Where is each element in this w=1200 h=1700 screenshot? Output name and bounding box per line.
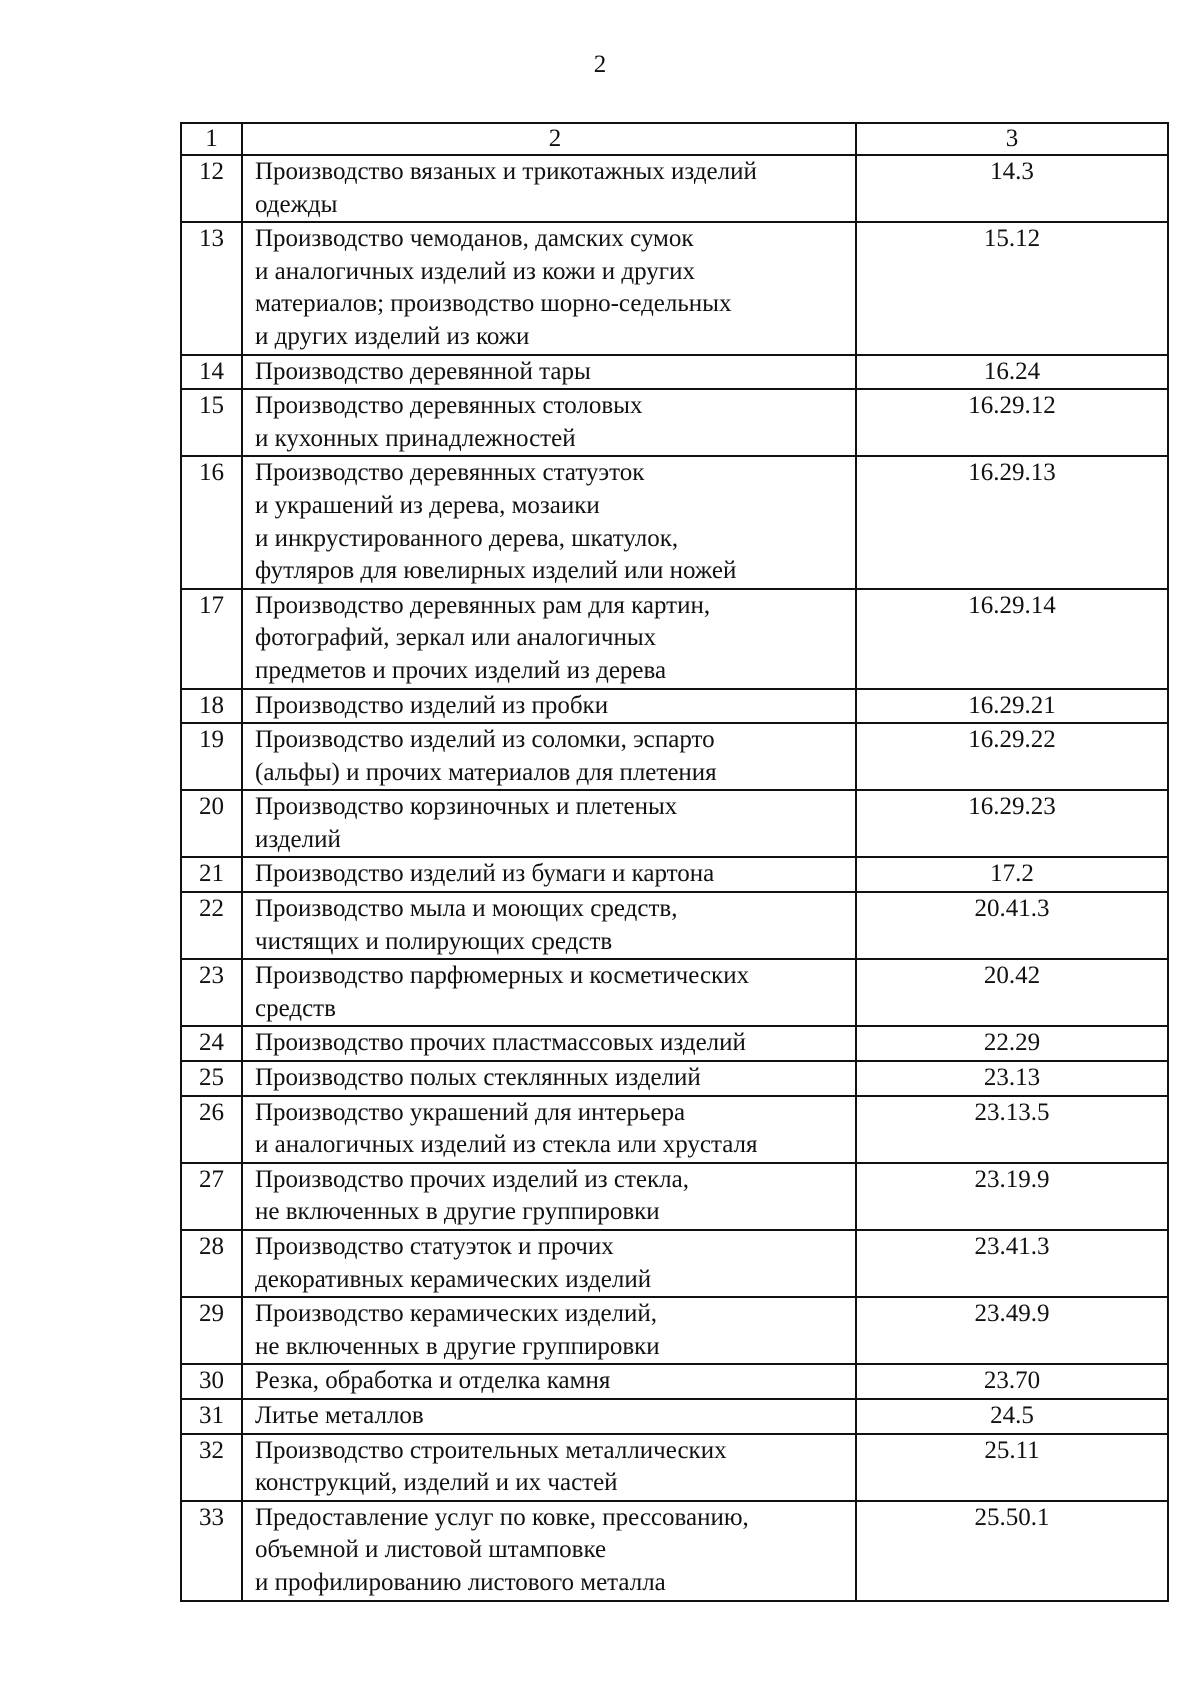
row-code: 22.29 — [856, 1026, 1168, 1061]
row-code: 23.41.3 — [856, 1230, 1168, 1297]
row-description: Производство мыла и моющих средств, чистящих и полирующих средств — [242, 892, 856, 959]
table-row — [181, 155, 1168, 222]
table-row — [181, 456, 1168, 588]
row-description: Производство деревянных столовых и кухонных принадлежностей — [242, 389, 856, 456]
row-description: Производство чемоданов, дамских сумок и аналогичных изделий из кожи и других материалов; производство шорно-седельных и других изделий из кожи — [242, 222, 856, 354]
row-number: 17 — [181, 589, 242, 689]
row-code: 23.19.9 — [856, 1163, 1168, 1230]
table-row — [181, 892, 1168, 959]
row-code: 24.5 — [856, 1399, 1168, 1434]
row-code: 23.13.5 — [856, 1096, 1168, 1163]
row-number: 19 — [181, 723, 242, 790]
row-number: 33 — [181, 1501, 242, 1601]
row-number: 22 — [181, 892, 242, 959]
row-description: Производство деревянных рам для картин, фотографий, зеркал или аналогичных предметов и прочих изделий из дерева — [242, 589, 856, 689]
row-code: 16.24 — [856, 355, 1168, 390]
table-row — [181, 959, 1168, 1026]
table-row — [181, 723, 1168, 790]
row-number: 28 — [181, 1230, 242, 1297]
row-code: 23.49.9 — [856, 1297, 1168, 1364]
row-description: Производство корзиночных и плетеных изделий — [242, 790, 856, 857]
row-description: Производство парфюмерных и косметических средств — [242, 959, 856, 1026]
table-row — [181, 222, 1168, 354]
table-row — [181, 1434, 1168, 1501]
row-code: 17.2 — [856, 857, 1168, 892]
row-description: Производство украшений для интерьера и аналогичных изделий из стекла или хрусталя — [242, 1096, 856, 1163]
row-number: 15 — [181, 389, 242, 456]
row-number: 29 — [181, 1297, 242, 1364]
row-description: Производство вязаных и трикотажных изделий одежды — [242, 155, 856, 222]
table-row — [181, 1230, 1168, 1297]
row-number: 27 — [181, 1163, 242, 1230]
row-number: 21 — [181, 857, 242, 892]
row-number: 26 — [181, 1096, 242, 1163]
row-number: 30 — [181, 1364, 242, 1399]
row-number: 32 — [181, 1434, 242, 1501]
row-code: 16.29.12 — [856, 389, 1168, 456]
table-row — [181, 857, 1168, 892]
row-number: 25 — [181, 1061, 242, 1096]
row-description: Литье металлов — [242, 1399, 856, 1434]
table-row — [181, 1364, 1168, 1399]
activity-codes-table — [180, 122, 1169, 1602]
row-number: 12 — [181, 155, 242, 222]
row-code: 16.29.21 — [856, 689, 1168, 724]
table-header-row — [181, 123, 1168, 155]
row-code: 14.3 — [856, 155, 1168, 222]
row-number: 20 — [181, 790, 242, 857]
row-number: 18 — [181, 689, 242, 724]
table-row — [181, 355, 1168, 390]
table-row — [181, 1026, 1168, 1061]
row-description: Производство строительных металлических конструкций, изделий и их частей — [242, 1434, 856, 1501]
row-number: 31 — [181, 1399, 242, 1434]
table-row — [181, 1061, 1168, 1096]
row-description: Производство прочих пластмассовых изделий — [242, 1026, 856, 1061]
row-code: 16.29.14 — [856, 589, 1168, 689]
row-description: Производство деревянных статуэток и украшений из дерева, мозаики и инкрустированного дерева, шкатулок, футляров для ювелирных изделий или ножей — [242, 456, 856, 588]
column-header-3: 3 — [856, 123, 1168, 155]
table-row — [181, 1501, 1168, 1601]
row-code: 23.70 — [856, 1364, 1168, 1399]
row-code: 20.41.3 — [856, 892, 1168, 959]
row-description: Производство изделий из пробки — [242, 689, 856, 724]
column-header-2: 2 — [242, 123, 856, 155]
table-row — [181, 1399, 1168, 1434]
row-description: Резка, обработка и отделка камня — [242, 1364, 856, 1399]
row-number: 23 — [181, 959, 242, 1026]
row-code: 16.29.23 — [856, 790, 1168, 857]
row-number: 13 — [181, 222, 242, 354]
row-number: 16 — [181, 456, 242, 588]
row-code: 25.50.1 — [856, 1501, 1168, 1601]
table-row — [181, 389, 1168, 456]
table-row — [181, 689, 1168, 724]
row-code: 20.42 — [856, 959, 1168, 1026]
row-number: 24 — [181, 1026, 242, 1061]
table-row — [181, 1163, 1168, 1230]
row-description: Производство полых стеклянных изделий — [242, 1061, 856, 1096]
table-row — [181, 1096, 1168, 1163]
row-code: 16.29.13 — [856, 456, 1168, 588]
row-description: Предоставление услуг по ковке, прессованию, объемной и листовой штамповке и профилированию листового металла — [242, 1501, 856, 1601]
row-number: 14 — [181, 355, 242, 390]
table-row — [181, 1297, 1168, 1364]
row-description: Производство прочих изделий из стекла, не включенных в другие группировки — [242, 1163, 856, 1230]
table-row — [181, 790, 1168, 857]
row-description: Производство деревянной тары — [242, 355, 856, 390]
row-description: Производство изделий из бумаги и картона — [242, 857, 856, 892]
page-number: 2 — [593, 51, 607, 78]
row-code: 25.11 — [856, 1434, 1168, 1501]
row-description: Производство керамических изделий, не включенных в другие группировки — [242, 1297, 856, 1364]
column-header-1: 1 — [181, 123, 242, 155]
table-row — [181, 589, 1168, 689]
row-code: 15.12 — [856, 222, 1168, 354]
row-code: 16.29.22 — [856, 723, 1168, 790]
row-description: Производство статуэток и прочих декоративных керамических изделий — [242, 1230, 856, 1297]
row-code: 23.13 — [856, 1061, 1168, 1096]
row-description: Производство изделий из соломки, эспарто (альфы) и прочих материалов для плетения — [242, 723, 856, 790]
